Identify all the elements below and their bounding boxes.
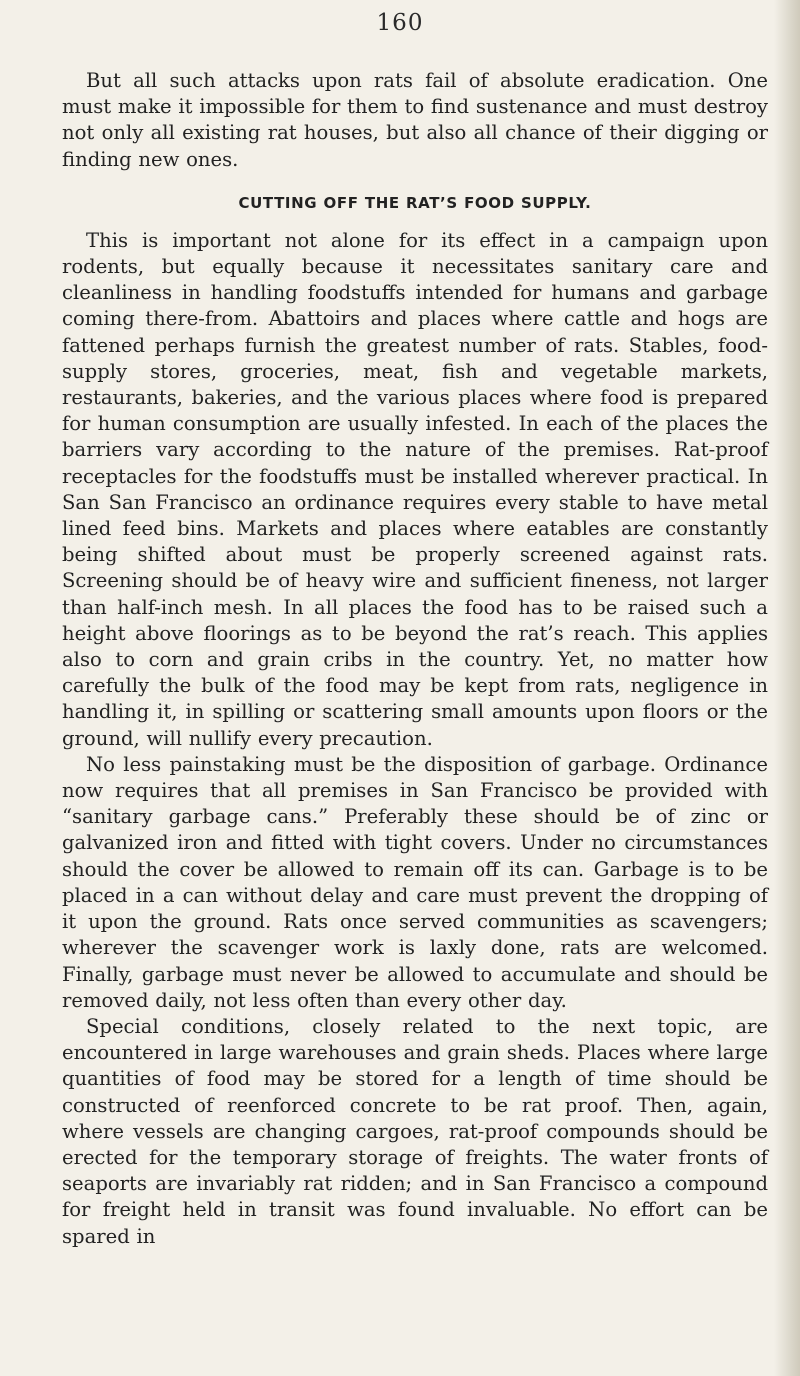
paragraph-food-supply: This is important not alone for its effect in a campaign upon rodents, but equally because it necessitates sanitary care and cleanliness in handling foodstuffs intended for humans and garbage coming there-from. Abattoirs and places where cattle and hogs are fattened perhaps furnish the greatest number of rats. Stables, food-supply stores, groceries, meat, fish and vegetable markets, restaurants, bakeries, and the various places where food is prepared for human consumption are usually infested. In each of the places the barriers vary according to the nature of the premises. Rat-proof receptacles for the foodstuffs must be installed wherever practical. In San San Francisco an ordinance requires every stable to have metal lined feed bins. Markets and places where eatables are constantly being shifted about must be properly screened against rats. Screening should be of heavy wire and sufficient fineness, not larger than half-inch mesh. In all places the food has to be raised such a height above floorings as to be beyond the rat’s reach. This applies also to corn and grain cribs in the country. Yet, no matter how carefully the bulk of the food may be kept from rats, negligence in handling it, in spilling or scattering small amounts upon floors or the ground, will nullify every precaution. (62, 228, 768, 750)
page-edge-shadow (774, 0, 800, 1376)
section-heading: CUTTING OFF THE RAT’S FOOD SUPPLY. (238, 193, 592, 212)
paragraph-garbage: No less painstaking must be the disposition of garbage. Ordinance now requires that all premises in San Francisco be provided with “sanitary garbage cans.” Preferably these should be of zinc or galvanized iron and fitted with tight covers. Under no circumstances should the cover be allowed to remain off its can. Garbage is to be placed in a can without delay and care must prevent the dropping of it upon the ground. Rats once served communities as scavengers; wherever the scavenger work is laxly done, rats are welcomed. Finally, garbage must never be allowed to accumulate and should be removed daily, not less often than every other day. (62, 752, 768, 1012)
paragraph-warehouses: Special conditions, closely related to the next topic, are encountered in large warehouses and grain sheds. Places where large quantities of food may be stored for a length of time should be constructed of reenforced concrete to be rat proof. Then, again, where vessels are changing cargoes, rat-proof compounds should be erected for the temporary storage of freights. The water fronts of seaports are invariably rat ridden; and in San Francisco a compound for freight held in transit was found invaluable. No effort can be spared in (62, 1014, 768, 1248)
page-number: 160 (376, 10, 424, 36)
body-text (62, 68, 768, 1250)
paragraph-intro: But all such attacks upon rats fail of absolute eradication. One must make it impossible for them to find sustenance and must destroy not only all existing rat houses, but also all chance of their digging or finding new ones. (62, 69, 768, 171)
